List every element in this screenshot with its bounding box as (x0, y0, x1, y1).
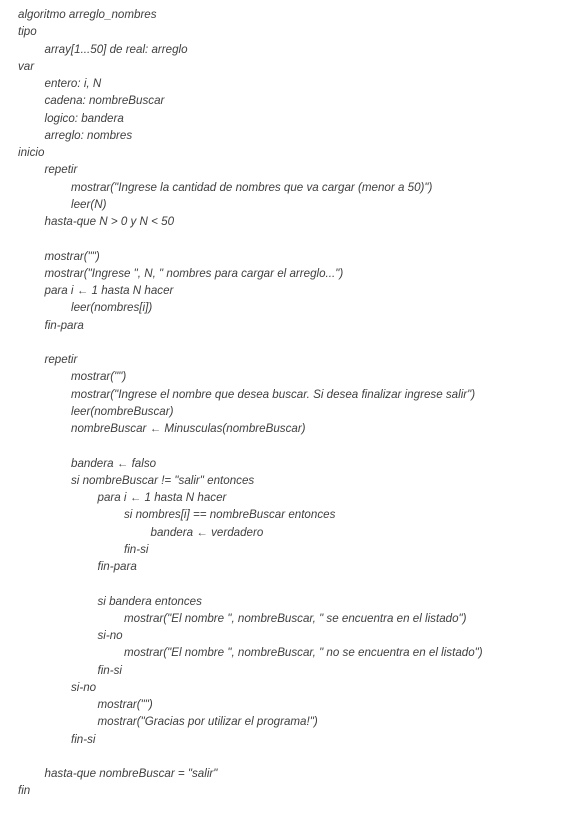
code-line: array[1...50] de real: arreglo (44, 42, 188, 56)
code-line: fin-para (44, 318, 84, 332)
code-line: mostrar("Gracias por utilizar el programa!") (97, 715, 318, 729)
code-line: entero: i, N (44, 77, 102, 90)
code-line: hasta-que nombreBuscar = "salir" (44, 767, 218, 780)
code-line: si nombres[i] == nombreBuscar entonces (124, 508, 336, 522)
code-line: arreglo: nombres (44, 128, 133, 142)
code-line: fin-si (71, 732, 96, 746)
code-line: para i ← 1 hasta N hacer (97, 491, 227, 504)
code-line: si-no (97, 629, 123, 642)
code-line: para i ← 1 hasta N hacer (44, 284, 174, 297)
code-line: nombreBuscar ← Minusculas(nombreBuscar) (71, 422, 306, 435)
code-line: bandera ← verdadero (150, 525, 264, 539)
code-line: fin-si (97, 663, 122, 677)
code-line: algoritmo arreglo_nombres (18, 8, 157, 21)
code-line: mostrar("Ingrese el nombre que desea buscar. Si desea finalizar ingrese salir") (71, 387, 476, 401)
code-line: logico: bandera (44, 111, 124, 125)
code-line: bandera ← falso (71, 456, 157, 470)
code-line: fin (18, 784, 31, 798)
code-line: cadena: nombreBuscar (44, 94, 165, 108)
code-line: mostrar("El nombre ", nombreBuscar, " no se encuentra en el listado") (124, 646, 483, 660)
code-line: leer(nombreBuscar) (71, 404, 174, 418)
code-line: mostrar("") (71, 370, 127, 384)
code-line: mostrar("") (97, 698, 153, 711)
code-line: hasta-que N > 0 y N < 50 (44, 215, 175, 228)
code-line: si bandera entonces (97, 594, 202, 608)
code-line: si-no (71, 680, 97, 694)
code-line: var (18, 59, 35, 73)
code-line: mostrar("El nombre ", nombreBuscar, " se encuentra en el listado") (124, 611, 467, 625)
code-line: si nombreBuscar != "salir" entonces (71, 473, 255, 487)
code-line: leer(N) (71, 197, 107, 211)
code-line: mostrar("Ingrese la cantidad de nombres que va cargar (menor a 50)") (71, 180, 433, 194)
code-line: repetir (44, 163, 78, 177)
code-line: repetir (44, 353, 78, 366)
code-line: inicio (18, 146, 45, 159)
code-line: leer(nombres[i]) (71, 301, 153, 315)
code-line: fin-si (124, 542, 149, 556)
code-line: tipo (18, 25, 37, 39)
code-line: fin-para (97, 560, 137, 573)
code-line: mostrar("") (44, 249, 100, 263)
code-line: mostrar("Ingrese ", N, " nombres para cargar el arreglo...") (44, 266, 344, 280)
